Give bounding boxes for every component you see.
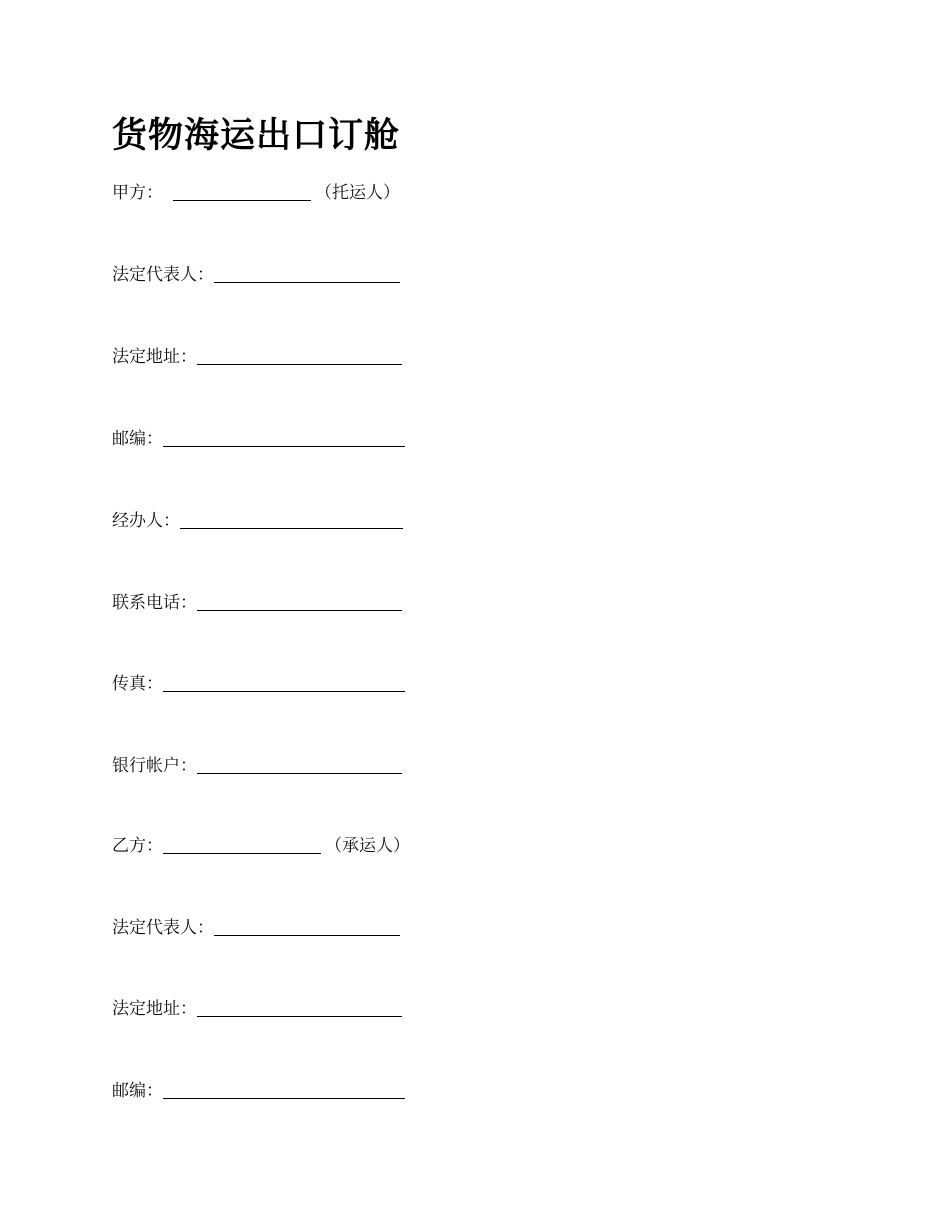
fill-in-blank [163, 1080, 405, 1099]
fill-in-blank [173, 182, 311, 201]
document-title: 货物海运出口订舱 [112, 116, 401, 156]
party-a-agent-field [112, 506, 403, 532]
field-label: 甲方： [112, 183, 163, 203]
party-a-bank-account-field [112, 751, 402, 777]
field-label: 联系电话： [112, 593, 197, 613]
party-b-legal-rep-field [112, 913, 400, 939]
fill-in-blank [214, 917, 400, 936]
party-a-address-field [112, 342, 402, 368]
fill-in-blank [163, 428, 405, 447]
fill-in-blank [197, 998, 402, 1017]
party-b-field [112, 831, 410, 857]
fill-in-blank [163, 673, 405, 692]
field-label: 传真： [112, 674, 163, 694]
fill-in-blank [180, 510, 403, 529]
field-label: 邮编： [112, 429, 163, 449]
fill-in-blank [197, 755, 402, 774]
party-a-field [112, 178, 400, 204]
fill-in-blank [163, 835, 321, 854]
party-a-phone-field [112, 588, 402, 614]
field-label: 法定地址： [112, 999, 197, 1019]
fill-in-blank [214, 264, 400, 283]
field-label: 法定地址： [112, 347, 197, 367]
field-label: 法定代表人： [112, 918, 214, 938]
fill-in-blank [197, 346, 402, 365]
party-b-address-field [112, 994, 402, 1020]
field-label: 银行帐户： [112, 756, 197, 776]
party-a-legal-rep-field [112, 260, 400, 286]
fill-in-blank [197, 592, 402, 611]
party-b-postcode-field [112, 1076, 405, 1102]
field-label: 邮编： [112, 1081, 163, 1101]
party-a-fax-field [112, 669, 405, 695]
field-suffix: （承运人） [325, 836, 410, 856]
party-a-postcode-field [112, 424, 405, 450]
field-label: 经办人： [112, 511, 180, 531]
field-label: 法定代表人： [112, 265, 214, 285]
field-suffix: （托运人） [315, 183, 400, 203]
field-label: 乙方： [112, 836, 163, 856]
